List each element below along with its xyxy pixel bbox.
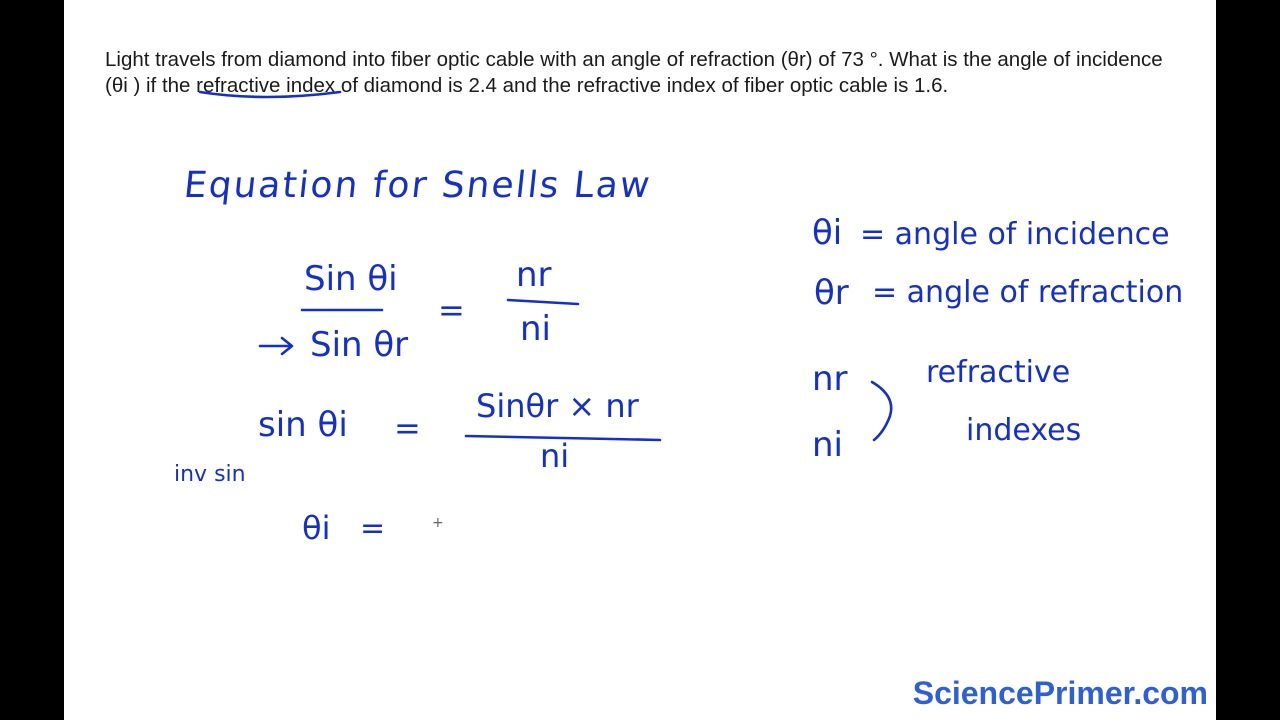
eq1-equals: = [438, 291, 465, 329]
eq1-numerator: Sin θi [304, 259, 398, 299]
problem-statement: Light travels from diamond into fiber optic cable with an angle of refraction (θr) of 73 °. What is the angle of incidence (θi ) if the refractive index of diamond is 2.4 and the refractive index of fiber optic cable is 1.6. [105, 48, 1163, 97]
def-theta-r-text: = angle of refraction [872, 275, 1184, 310]
snells-law-heading: Equation for Snells Law [181, 165, 654, 206]
def-theta-i-text: = angle of incidence [860, 217, 1170, 252]
eq3-lhs: θi [302, 509, 331, 547]
def-n-i: ni [812, 425, 843, 465]
arrow-icon [260, 338, 292, 354]
crosshair-cursor-icon: + [432, 515, 444, 531]
eq1-denominator: Sin θr [310, 325, 409, 365]
eq2-rhs-numerator: Sinθr × nr [476, 387, 639, 425]
def-theta-i-symbol: θi [812, 213, 843, 253]
eq1-rhs-numerator: nr [516, 255, 552, 295]
eq3-equals: = [360, 511, 386, 546]
eq2-rhs-denominator: ni [540, 437, 570, 475]
inv-sin-label: inv sin [174, 462, 246, 487]
indexes-label: indexes [966, 413, 1082, 448]
eq2-fraction-bar [466, 436, 660, 440]
handwriting-strokes [64, 0, 1216, 720]
eq1-rhs-fraction-bar [508, 300, 578, 304]
brace-icon [872, 382, 891, 440]
eq1-rhs-denominator: ni [520, 309, 551, 349]
eq2-lhs: sin θi [258, 405, 348, 445]
eq2-equals: = [394, 409, 421, 447]
site-watermark: SciencePrimer.com [912, 675, 1208, 711]
def-n-r: nr [812, 359, 848, 399]
refractive-label: refractive [926, 355, 1071, 390]
incidence-underline [200, 92, 340, 97]
def-theta-r-symbol: θr [814, 273, 849, 313]
whiteboard-page [64, 0, 1216, 720]
